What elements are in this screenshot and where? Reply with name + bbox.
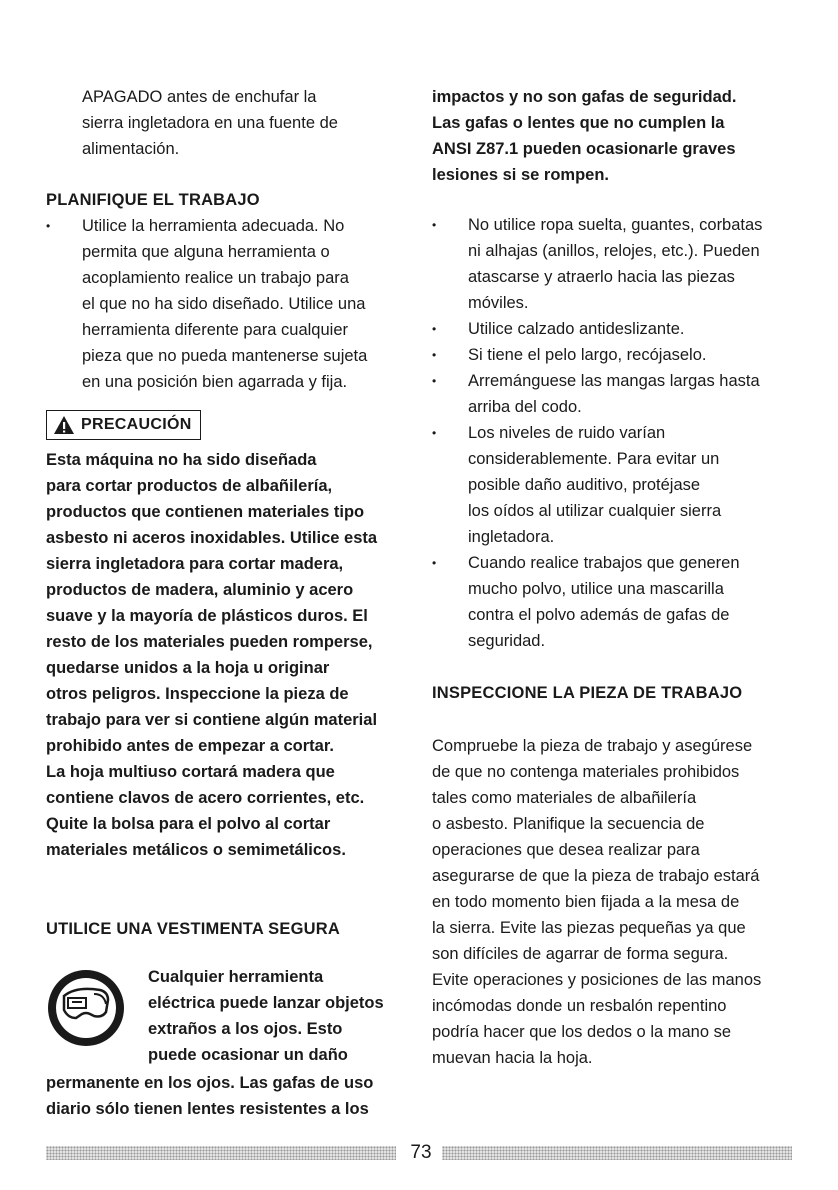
text-line: pieza que no pueda mantenerse sujeta <box>82 347 368 365</box>
text-line: sierra ingletadora para cortar madera, <box>46 555 344 573</box>
list-item-text <box>468 316 797 342</box>
plan-bullet <box>46 213 416 395</box>
text-line: Los niveles de ruido varían <box>468 424 666 442</box>
text-line: Arremánguese las mangas largas hasta <box>468 372 760 390</box>
list-item <box>432 212 797 316</box>
text-line: productos de madera, aluminio y acero <box>46 581 354 599</box>
text-line: ingletadora. <box>468 528 555 546</box>
text-line: permita que alguna herramienta o <box>82 243 330 261</box>
list-item <box>432 342 797 368</box>
text-line: No utilice ropa suelta, guantes, corbatas <box>468 216 763 234</box>
text-line: incómodas donde un resbalón repentino <box>432 997 727 1015</box>
list-item-text <box>468 550 797 654</box>
text-line: contiene clavos de acero corrientes, etc. <box>46 789 365 807</box>
inspect-paragraph <box>432 733 797 1071</box>
text-line: materiales metálicos o semimetálicos. <box>46 841 346 859</box>
text-line: extraños a los ojos. Esto <box>148 1020 343 1038</box>
text-line: otros peligros. Inspeccione la pieza de <box>46 685 349 703</box>
text-line: asegurarse de que la pieza de trabajo estará <box>432 867 760 885</box>
list-item-text <box>468 342 797 368</box>
inspect-heading: INSPECCIONE LA PIEZA DE TRABAJO <box>432 684 743 702</box>
text-line: quedarse unidos a la hoja u originar <box>46 659 330 677</box>
list-item <box>432 368 797 420</box>
text-line: operaciones que desea realizar para <box>432 841 700 859</box>
text-line: APAGADO antes de enchufar la <box>82 88 317 106</box>
bullet-dot: • <box>432 426 437 440</box>
text-line: arriba del codo. <box>468 398 582 416</box>
page-number: 73 <box>410 1142 432 1163</box>
bullet-dot: • <box>432 348 437 362</box>
caution-label: PRECAUCIÓN <box>81 416 192 433</box>
text-line: ni alhajas (anillos, relojes, etc.). Pueden <box>468 242 760 260</box>
text-line: en una posición bien agarrada y fija. <box>82 373 348 391</box>
text-line: acoplamiento realice un trabajo para <box>82 269 349 287</box>
text-line: puede ocasionar un daño <box>148 1046 348 1064</box>
text-line: tales como materiales de albañilería <box>432 789 697 807</box>
plan-bullet-text <box>82 213 416 395</box>
list-item-text <box>468 420 797 550</box>
bullet-dot: • <box>432 556 437 570</box>
text-line: sierra ingletadora en una fuente de <box>82 114 338 132</box>
text-line: en todo momento bien fijada a la mesa de <box>432 893 740 911</box>
text-line: Utilice calzado antideslizante. <box>468 320 685 338</box>
text-line: Las gafas o lentes que no cumplen la <box>432 114 725 132</box>
list-item <box>432 550 797 654</box>
text-line: lesiones si se rompen. <box>432 166 609 184</box>
text-line: productos que contienen materiales tipo <box>46 503 365 521</box>
text-line: o asbesto. Planifique la secuencia de <box>432 815 705 833</box>
text-line: muevan hacia la hoja. <box>432 1049 593 1067</box>
text-line: herramienta diferente para cualquier <box>82 321 348 339</box>
eye-warning-indented <box>148 964 416 1068</box>
text-line: impactos y no son gafas de seguridad. <box>432 88 737 106</box>
text-line: posible daño auditivo, protéjase <box>468 476 701 494</box>
text-line: La hoja multiuso cortará madera que <box>46 763 335 781</box>
text-line: Utilice la herramienta adecuada. No <box>82 217 345 235</box>
bullet-dot: • <box>432 374 437 388</box>
text-line: diario sólo tienen lentes resistentes a los <box>46 1100 369 1118</box>
text-line: la sierra. Evite las piezas pequeñas ya que <box>432 919 746 937</box>
attire-heading: UTILICE UNA VESTIMENTA SEGURA <box>46 920 340 938</box>
text-line: mucho polvo, utilice una mascarilla <box>468 580 724 598</box>
text-line: considerablemente. Para evitar un <box>468 450 720 468</box>
intro-paragraph <box>46 84 416 162</box>
text-line: Si tiene el pelo largo, recójaselo. <box>468 346 707 364</box>
left-column <box>46 0 416 1118</box>
list-item-text <box>468 368 797 420</box>
text-line: Esta máquina no ha sido diseñada <box>46 451 317 469</box>
text-line: Evite operaciones y posiciones de las manos <box>432 971 762 989</box>
footer-band-left <box>46 1146 396 1160</box>
text-line: Compruebe la pieza de trabajo y asegúrese <box>432 737 753 755</box>
text-line: permanente en los ojos. Las gafas de uso <box>46 1074 374 1092</box>
text-line: para cortar productos de albañilería, <box>46 477 333 495</box>
safety-goggles-icon <box>46 968 126 1048</box>
text-line: asbesto ni aceros inoxidables. Utilice esta <box>46 529 378 547</box>
text-line: los oídos al utilizar cualquier sierra <box>468 502 722 520</box>
text-line: seguridad. <box>468 632 546 650</box>
text-line: Quite la bolsa para el polvo al cortar <box>46 815 331 833</box>
footer-band-right <box>442 1146 792 1160</box>
bullet-dot: • <box>432 322 437 336</box>
text-line: móviles. <box>468 294 529 312</box>
text-line: resto de los materiales pueden romperse, <box>46 633 373 651</box>
attire-bullet-list <box>432 212 797 654</box>
text-line: suave y la mayoría de plásticos duros. El <box>46 607 368 625</box>
text-line: Cualquier herramienta <box>148 968 324 986</box>
eye-warning-continued <box>432 84 797 188</box>
bullet-dot: • <box>46 219 51 233</box>
text-line: son difíciles de agarrar de forma segura. <box>432 945 729 963</box>
text-line: trabajo para ver si contiene algún material <box>46 711 378 729</box>
text-line: alimentación. <box>82 140 180 158</box>
text-line: podría hacer que los dedos o la mano se <box>432 1023 732 1041</box>
caution-label-box <box>46 410 201 440</box>
list-item-text <box>468 212 797 316</box>
text-line: el que no ha sido diseñado. Utilice una <box>82 295 366 313</box>
caution-paragraph <box>46 447 416 863</box>
plan-heading: PLANIFIQUE EL TRABAJO <box>46 191 260 209</box>
text-line: ANSI Z87.1 pueden ocasionarle graves <box>432 140 736 158</box>
warning-triangle-icon <box>53 415 75 435</box>
text-line: de que no contenga materiales prohibidos <box>432 763 740 781</box>
text-line: atascarse y atraerlo hacia las piezas <box>468 268 735 286</box>
bullet-dot: • <box>432 218 437 232</box>
text-line: prohibido antes de empezar a cortar. <box>46 737 334 755</box>
list-item <box>432 420 797 550</box>
text-line: contra el polvo además de gafas de <box>468 606 730 624</box>
text-line: eléctrica puede lanzar objetos <box>148 994 384 1012</box>
list-item <box>432 316 797 342</box>
page-footer <box>46 1141 792 1165</box>
eye-warning-full <box>46 1070 416 1122</box>
text-line: Cuando realice trabajos que generen <box>468 554 740 572</box>
